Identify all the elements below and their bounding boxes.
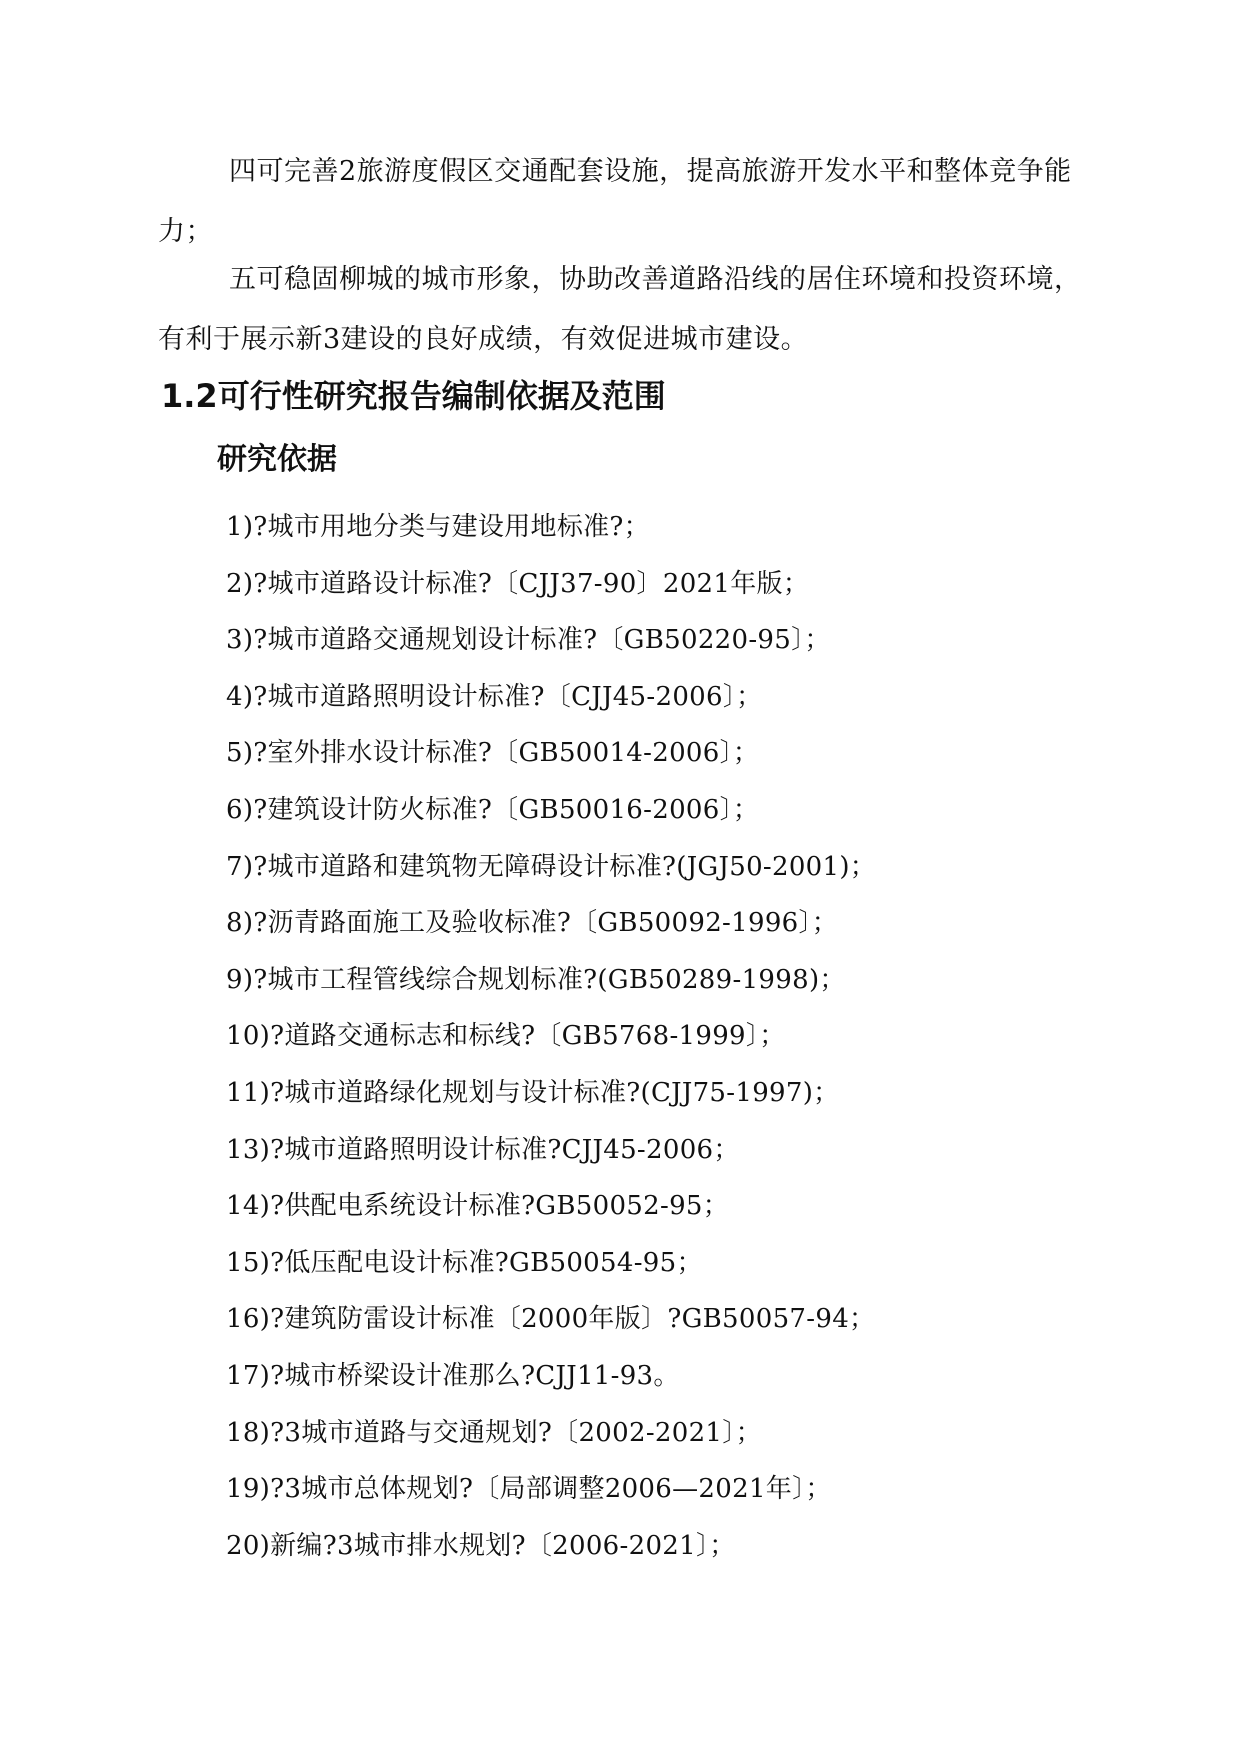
reference-item: 6)?建筑设计防火标准?〔GB50016-2006〕； [226, 794, 760, 825]
body-paragraph [158, 142, 1103, 262]
reference-item: 16)?建筑防雷设计标准〔2000年版〕?GB50057-94； [226, 1304, 876, 1335]
reference-item: 14)?供配电系统设计标准?GB50052-95； [226, 1191, 730, 1222]
reference-item: 20)新编?3城市排水规划?〔2006-2021〕； [226, 1530, 736, 1561]
reference-item: 9)?城市工程管线综合规划标准?(GB50289-1998)； [226, 964, 846, 995]
section-heading: 1.2可行性研究报告编制依据及范围 [161, 377, 666, 415]
reference-item: 17)?城市桥梁设计准那么?CJJ11-93。 [226, 1360, 680, 1391]
paragraph-text: 四可完善2旅游度假区交通配套设施，提高旅游开发水平和整体竞争能力； [158, 156, 1072, 247]
reference-item: 4)?城市道路照明设计标准?〔CJJ45-2006〕； [226, 681, 763, 712]
reference-list [226, 499, 876, 1574]
reference-item: 1)?城市用地分类与建设用地标准?； [226, 512, 650, 542]
reference-item: 7)?城市道路和建筑物无障碍设计标准?(JGJ50-2001)； [226, 851, 877, 882]
reference-item: 5)?室外排水设计标准?〔GB50014-2006〕； [226, 738, 760, 769]
reference-item: 11)?城市道路绿化规划与设计标准?(CJJ75-1997)； [226, 1077, 840, 1108]
reference-item: 8)?沥青路面施工及验收标准?〔GB50092-1996〕； [226, 908, 839, 939]
reference-item: 13)?城市道路照明设计标准?CJJ45-2006； [226, 1134, 740, 1165]
reference-item: 15)?低压配电设计标准?GB50054-95； [226, 1247, 703, 1278]
reference-item: 10)?道路交通标志和标线?〔GB5768-1999〕； [226, 1021, 786, 1052]
reference-item: 3)?城市道路交通规划设计标准?〔GB50220-95〕； [226, 625, 831, 656]
reference-item: 18)?3城市道路与交通规划?〔2002-2021〕； [226, 1417, 762, 1448]
reference-item: 19)?3城市总体规划?〔局部调整2006—2021年〕； [226, 1474, 832, 1505]
reference-item: 2)?城市道路设计标准?〔CJJ37-90〕2021年版； [226, 568, 810, 599]
paragraph-text: 五可稳固柳城的城市形象，协助改善道路沿线的居住环境和投资环境，有利于展示新3建设的良好成绩，有效促进城市建设。 [158, 264, 1082, 355]
sub-heading: 研究依据 [217, 442, 337, 477]
body-paragraph [158, 250, 1103, 370]
